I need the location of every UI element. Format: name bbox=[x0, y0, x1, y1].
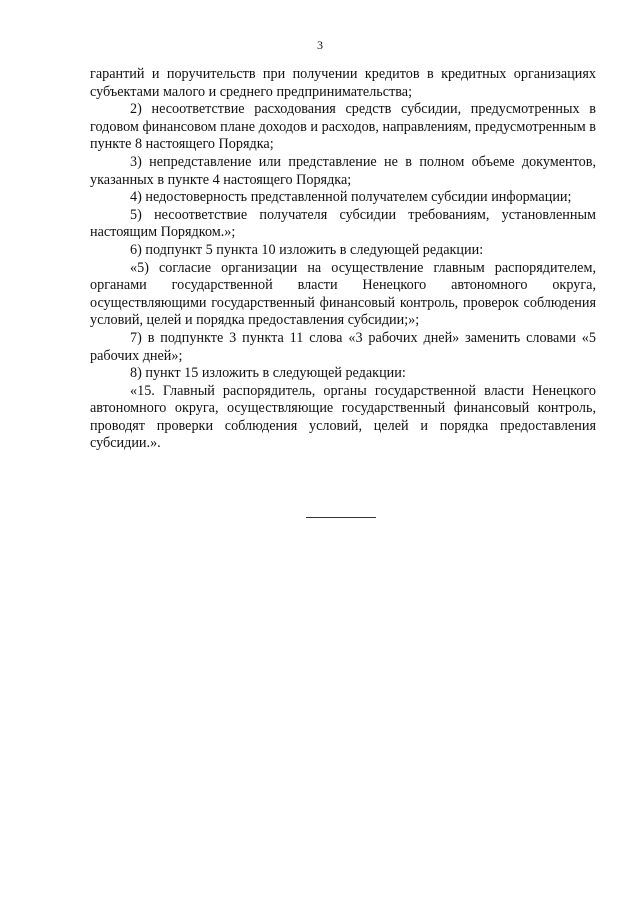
paragraph-amendment-8: 8) пункт 15 изложить в следующей редакции: bbox=[130, 365, 406, 382]
paragraph-amendment-7: 7) в подпункте 3 пункта 11 слова «3 рабочих дней» заменить словами «5 рабочих дней»; bbox=[90, 329, 596, 364]
paragraph-item-4: 4) недостоверность представленной получателем субсидии информации; bbox=[130, 189, 572, 206]
paragraph-continuation: гарантий и поручительств при получении кредитов в кредитных организациях субъектами малого и среднего предпринимательства; bbox=[90, 66, 596, 100]
end-of-text-rule bbox=[306, 517, 376, 518]
paragraph-item-5: 5) несоответствие получателя субсидии требованиям, установленным настоящим Порядком.»; bbox=[90, 206, 596, 241]
paragraph-item-2: 2) несоответствие расходования средств субсидии, предусмотренных в годовом финансовом плане доходов и расходов, направлениям, предусмотренным в пункте 8 настоящего Порядка; bbox=[90, 101, 596, 153]
paragraph-quoted-subitem-5: «5) согласие организации на осуществление главным распорядителем, органами государственной власти Ненецкого автономного округа, осуществляющими государственный финансовый контроль, проверок соблюдения условий, целей и порядка предоставления субсидии;»; bbox=[90, 259, 596, 329]
page-number: 3 bbox=[317, 38, 323, 52]
paragraph-item-3: 3) непредставление или представление не в полном объеме документов, указанных в пункте 4 настоящего Порядка; bbox=[90, 153, 596, 188]
paragraph-amendment-6: 6) подпункт 5 пункта 10 изложить в следующей редакции: bbox=[130, 241, 484, 258]
document-body bbox=[90, 66, 596, 453]
paragraph-quoted-item-15: «15. Главный распорядитель, органы государственной власти Ненецкого автономного округа, осуществляющие государственный финансовый контроль, проводят проверки соблюдения условий, целей и порядка предоставления субсидии.». bbox=[90, 382, 596, 452]
